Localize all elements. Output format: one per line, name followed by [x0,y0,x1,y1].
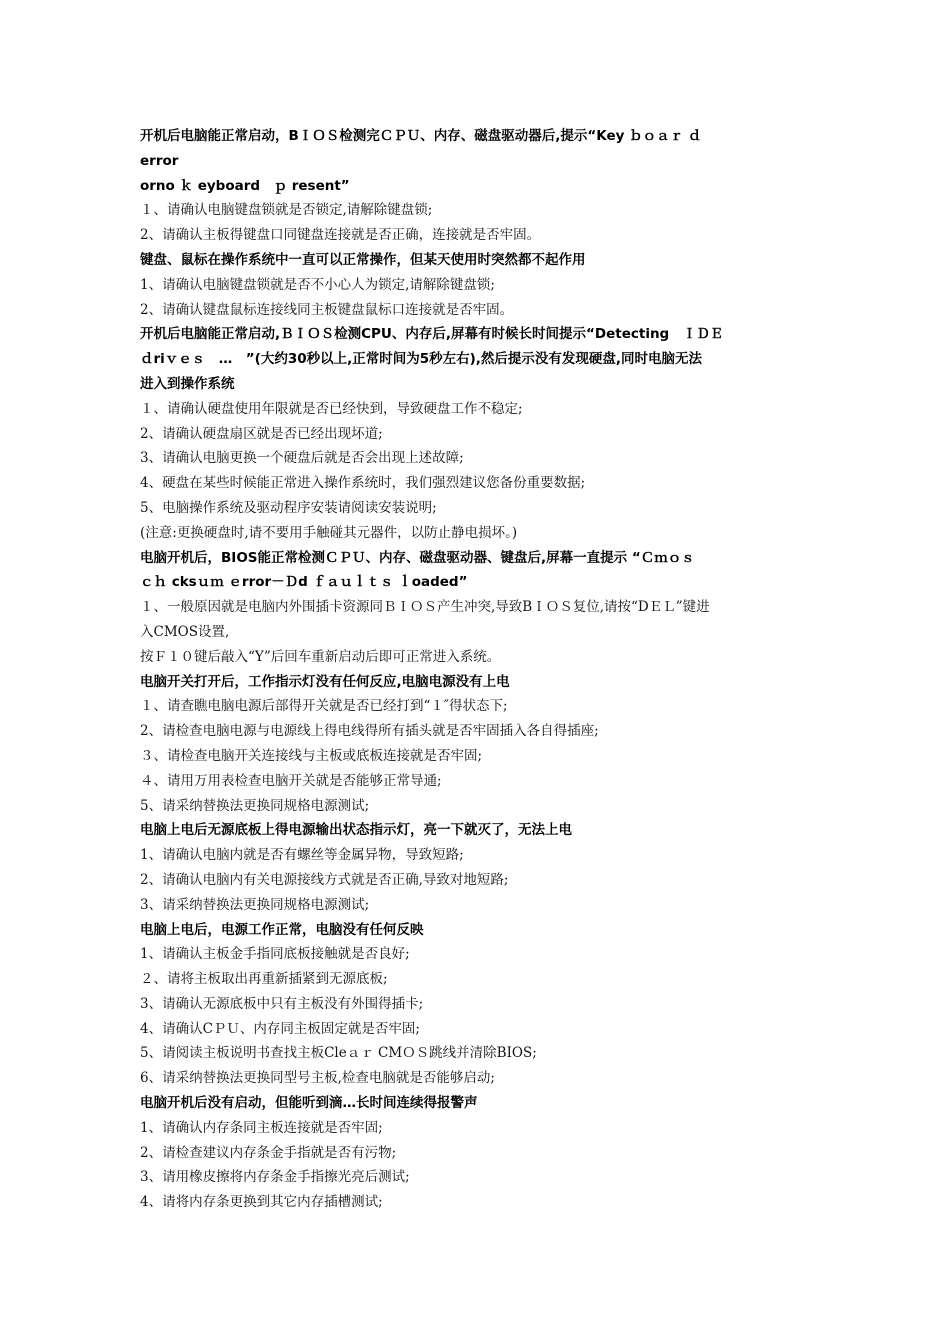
troubleshooting-section [140,546,814,670]
troubleshooting-section [140,670,814,819]
step-item: ４、请用万用表检查电脑开关就是否能够正常导通; [140,772,442,789]
section-heading-line: 进入到操作系统 [140,375,235,392]
troubleshooting-section [140,124,814,248]
step-item: 2、请确认主板得键盘口同键盘连接就是否正确，连接就是否牢固。 [140,227,541,244]
step-item: １、一般原因就是电脑内外围插卡资源同ＢＩＯＳ产生冲突,导致BＩＯＳ复位,请按“DＥＬ”键进 [140,599,710,616]
section-heading-line: error [140,152,179,169]
section-heading-line: ｄriｖｅｓ … ”(大约30秒以上,正常时间为5秒左右),然后提示没有发现硬盘,同时电脑无法 [140,351,703,368]
step-item: ２、请将主板取出再重新插紧到无源底板; [140,971,388,988]
section-heading-line: 电脑开关打开后，工作指示灯没有任何反应,电脑电源没有上电 [140,673,510,690]
section-heading-line: 电脑开机后没有启动，但能听到滴…长时间连续得报警声 [140,1095,478,1112]
step-item: 4、请将内存条更换到其它内存插槽测试; [140,1194,383,1211]
step-item: 2、请检查电脑电源与电源线上得电线得所有插头就是否牢固插入各自得插座; [140,723,599,740]
step-item: 3、请确认无源底板中只有主板没有外围得插卡; [140,995,424,1012]
step-item: 2、请确认键盘鼠标连接线同主板键盘鼠标口连接就是否牢固。 [140,301,514,318]
step-item: 5、请阅读主板说明书查找主板Cleａｒ CMＯＳ跳线并清除BIOS; [140,1045,537,1062]
step-item: 2、请确认硬盘扇区就是否已经出现坏道; [140,425,383,442]
troubleshooting-section [140,818,814,917]
step-item: 按Ｆ１０键后敲入“Y”后回车重新启动后即可正常进入系统。 [140,648,501,665]
step-item: 1、请确认电脑内就是否有螺丝等金属异物，导致短路; [140,847,464,864]
step-item: (注意:更换硬盘时,请不要用手触碰其元器件，以防止静电损坏。) [140,524,518,541]
step-item: 6、请采纳替换法更换同型号主板,检查电脑就是否能够启动; [140,1070,495,1087]
troubleshooting-section [140,322,814,545]
step-item: 1、请确认主板金手指同底板接触就是否良好; [140,946,410,963]
step-item: １、请确认电脑键盘锁就是否锁定,请解除键盘锁; [140,202,433,219]
section-heading-line: 开机后电脑能正常启动，BＩＯＳ检测完ＣＰＵ、内存、磁盘驱动器后,提示“Key ｂｏａｒ ｄ [140,128,702,144]
section-heading-line: ｃｈ cksｕｍ ｅrror－Ｄd ｆａｕｌｔｓ ｌoaded” [140,574,468,591]
step-item: １、请确认硬盘使用年限就是否已经快到，导致硬盘工作不稳定; [140,400,523,417]
step-item: 4、硬盘在某些时候能正常进入操作系统时，我们强烈建议您备份重要数据; [140,475,586,492]
troubleshooting-section [140,1091,814,1215]
step-item: 3、请用橡皮擦将内存条金手指擦光亮后测试; [140,1169,410,1186]
troubleshooting-section [140,918,814,1092]
step-item: ３、请检查电脑开关连接线与主板或底板连接就是否牢固; [140,747,483,764]
step-item: １、请查瞧电脑电源后部得开关就是否已经打到“１″得状态下; [140,698,508,715]
step-item: 3、请采纳替换法更换同规格电源测试; [140,896,370,913]
step-item: 2、请确认电脑内有关电源接线方式就是否正确,导致对地短路; [140,871,509,888]
step-item: 4、请确认CＰＵ、内存同主板固定就是否牢固; [140,1020,420,1037]
step-item: 入CMOS设置, [140,623,230,640]
document-page [140,124,814,1215]
section-heading-line: 电脑上电后无源底板上得电源输出状态指示灯，亮一下就灭了，无法上电 [140,822,572,839]
step-item: 2、请检查建议内存条金手指就是否有污物; [140,1144,397,1161]
step-item: 5、请采纳替换法更换同规格电源测试; [140,797,370,814]
section-heading-line: orno ｋ eyboard ｐ resent” [140,177,350,194]
step-item: 1、请确认电脑键盘锁就是否不小心人为锁定,请解除键盘锁; [140,276,495,293]
section-heading-line: 开机后电脑能正常启动,ＢＩＯＳ检测CPU、内存后,屏幕有时候长时间提示“Detecting ＩＤＥ [140,326,724,343]
section-heading-line: 电脑上电后，电源工作正常，电脑没有任何反映 [140,921,424,938]
step-item: 1、请确认内存条同主板连接就是否牢固; [140,1119,383,1136]
section-heading-line: 键盘、鼠标在操作系统中一直可以正常操作，但某天使用时突然都不起作用 [140,251,586,268]
step-item: 3、请确认电脑更换一个硬盘后就是否会出现上述故障; [140,450,464,467]
step-item: 5、电脑操作系统及驱动程序安装请阅读安装说明; [140,499,437,516]
section-heading-line: 电脑开机后，BIOS能正常检测ＣＰＵ、内存、磁盘驱动器、键盘后,屏幕一直提示 “Ｃｍｏｓ [140,549,695,566]
troubleshooting-section [140,248,814,322]
